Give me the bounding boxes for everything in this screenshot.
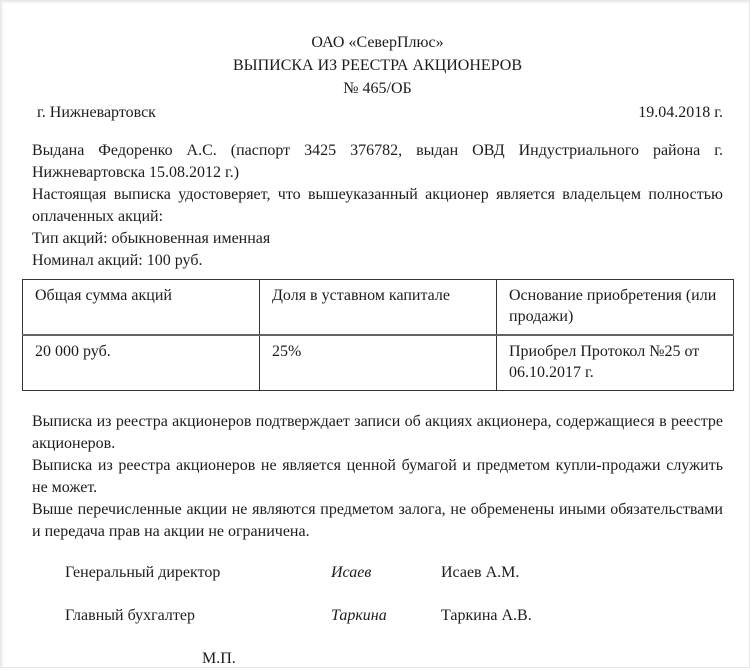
date-label: 19.04.2018 г. [638,104,723,121]
col-header-total-sum: Общая сумма акций [23,280,260,336]
certifies-paragraph: Настоящая выписка удостоверяет, что вышеуказанный акционер является владельцем полностью оплаченных акций: [32,186,723,225]
signer-position: Генеральный директор [65,564,221,581]
share-type-line: Тип акций: обыкновенная именная [32,230,271,247]
signature-row-accountant [32,605,723,627]
nominal-line: Номинал акций: 100 руб. [32,252,203,269]
note-confirms-records: Выписка из реестра акционеров подтверждает записи об акциях акционера, содержащиеся в реестре акционеров. [32,413,723,452]
cell-total-sum: 20 000 руб. [23,335,260,391]
document-title: ВЫПИСКА ИЗ РЕЕСТРА АКЦИОНЕРОВ [232,57,523,74]
signer-name: Таркина А.В. [441,607,532,624]
col-header-acquisition-basis: Основание приобретения (или продажи) [497,280,734,336]
signer-position: Главный бухгалтер [65,607,195,624]
handwritten-signature: Таркина [331,607,387,624]
stamp-placeholder: М.П. [202,650,236,667]
body-text [32,140,723,272]
signature-row-director [32,562,723,584]
cell-capital-share: 25% [260,335,497,391]
shares-table [22,279,734,391]
document-header [32,31,723,100]
table-header-row [23,280,734,336]
note-not-security: Выписка из реестра акционеров не является ценной бумагой и предметом купли-продажи служить не может. [32,457,723,496]
note-not-pledged: Выше перечисленные акции не являются предметом залога, не обременены иными обязательствами и передача прав на акции не ограничена. [32,501,723,540]
handwritten-signature: Исаев [331,564,372,581]
company-name: ОАО «СеверПлюс» [311,34,444,51]
col-header-capital-share: Доля в уставном капитале [260,280,497,336]
signature-block [32,562,723,670]
document-number: № 465/ОБ [343,80,412,97]
notes-section [32,411,723,543]
signer-name: Исаев А.М. [441,564,520,581]
city-label: г. Нижневартовск [37,104,156,121]
table-row [23,335,734,391]
place-date-row [32,102,723,124]
cell-acquisition-basis: Приобрел Протокол №25 от 06.10.2017 г. [497,335,734,391]
issued-to-paragraph: Выдана Федоренко А.С. (паспорт 3425 376782, выдан ОВД Индустриального района г. Нижневартовска 15.08.2012 г.) [32,142,723,181]
